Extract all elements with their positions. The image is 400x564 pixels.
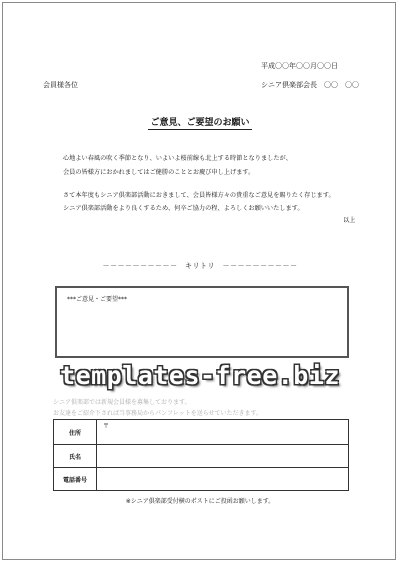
intro-line-2: お友達をご紹介下されば当事務局からパンフレットを送らせていただきます。 <box>53 410 263 417</box>
closing-word: 以上 <box>343 217 356 224</box>
form-row-name <box>54 445 349 468</box>
sender-line: シニア倶楽部会長 〇〇 〇〇 <box>261 81 359 89</box>
form-label-phone: 電話番号 <box>54 468 97 491</box>
phone-field[interactable] <box>97 468 349 491</box>
body-line-2: 会員の皆様方におかれましてはご健勝のこととお慶び申し上げます。 <box>63 169 255 176</box>
form-row-address <box>54 420 349 445</box>
document-page <box>2 2 396 560</box>
document-date: 平成〇〇年〇〇月〇〇日 <box>261 62 338 70</box>
body-line-4: シニア倶楽部活動をより良くするため、何卒ご協力の程、よろしくお願いいたします。 <box>63 205 304 212</box>
recipient-line: 会員様各位 <box>43 81 78 89</box>
body-line-3: さて本年度もシニア倶楽部活動におきまして、会員皆様方々の貴重なご意見を賜りたく存じます。 <box>63 192 335 199</box>
form-row-phone <box>54 468 349 491</box>
registration-form-table <box>53 419 349 491</box>
address-field[interactable]: 〒 <box>97 420 349 445</box>
form-label-name: 氏名 <box>54 445 97 468</box>
opinion-box-label: ***ご意見・ご要望*** <box>67 296 128 303</box>
watermark: templates-free.biz <box>60 361 340 390</box>
form-label-address: 住所 <box>54 420 97 445</box>
cut-line: －－－－－－－－－－ キリトリ －－－－－－－－－－ <box>102 262 298 270</box>
footnote: ※シニア倶楽部受付横のポストにご投函お願いします。 <box>125 498 275 505</box>
document-title-text: ご意見、ご要望のお願い <box>150 118 250 128</box>
opinion-box[interactable] <box>55 286 349 358</box>
intro-line-1: シニア倶楽部では新規会員様を募集しております。 <box>53 399 191 406</box>
name-field[interactable] <box>97 445 349 468</box>
document-title <box>3 115 397 128</box>
body-line-1: 心地よい春風の吹く季節となり、いよいよ桜前線も北上する時節となりましたが、 <box>63 155 292 162</box>
